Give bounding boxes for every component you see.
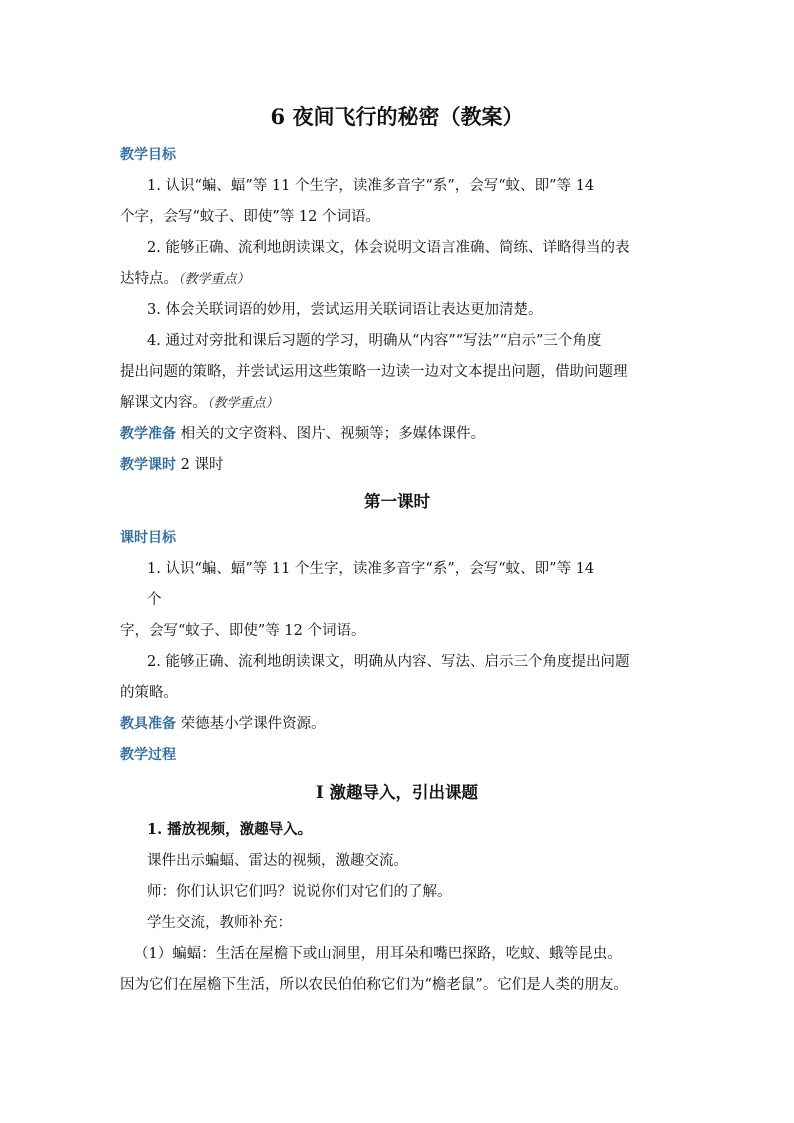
key-point-note: （教学重点） bbox=[207, 396, 279, 411]
teaching-tools-label: 教具准备 bbox=[120, 716, 176, 732]
teaching-prep bbox=[120, 424, 485, 444]
paragraph-2: 师：你们认识它们吗？说说你们对它们的了解。 bbox=[147, 884, 452, 900]
goal-2-text: 达特点。 bbox=[120, 271, 178, 287]
lesson-goal-2-line-1: 2. 能够正确、流利地朗读课文，明确从内容、写法、启示三个角度提出问题 bbox=[147, 654, 630, 670]
section-1-heading: Ⅰ 激趣导入，引出课题 bbox=[316, 783, 478, 802]
teaching-hours-text: 2 课时 bbox=[180, 457, 224, 473]
paragraph-1: 课件出示蝙蝠、雷达的视频，激趣交流。 bbox=[147, 853, 408, 869]
goal-2-line-1: 2. 能够正确、流利地朗读课文，体会说明文语言准确、简练、详略得当的表 bbox=[147, 240, 630, 256]
teaching-tools-text: 荣德基小学课件资源。 bbox=[180, 716, 326, 732]
teaching-goals-heading: 教学目标 bbox=[120, 147, 176, 163]
goal-4-text: 解课文内容。 bbox=[120, 395, 207, 411]
goal-1-line-1: 1. 认识“蝙、蝠”等 11 个生字，读准多音字“系”，会写“蚊、即”等 14 bbox=[147, 178, 595, 194]
goal-4-line-2: 提出问题的策略，并尝试运用这些策略一边读一边对文本提出问题，借助问题理 bbox=[120, 364, 628, 380]
goal-4-line-3 bbox=[120, 393, 279, 414]
teaching-hours-label: 教学课时 bbox=[120, 457, 176, 473]
teaching-prep-label: 教学准备 bbox=[120, 426, 176, 442]
paragraph-4-line-2: 因为它们在屋檐下生活，所以农民伯伯称它们为“檐老鼠”。它们是人类的朋友。 bbox=[120, 977, 628, 993]
goal-1-line-2: 个字，会写“蚊子、即使”等 12 个词语。 bbox=[120, 209, 380, 225]
lesson-goal-1-line-3: 字，会写“蚊子、即使”等 12 个词语。 bbox=[120, 623, 366, 639]
lesson-goal-1-line-1: 1. 认识“蝙、蝠”等 11 个生字，读准多音字“系”，会写“蚊、即”等 14 bbox=[147, 561, 595, 577]
step-1 bbox=[147, 820, 312, 840]
lesson-goals-heading: 课时目标 bbox=[120, 530, 176, 546]
page-title: 6 夜间飞行的秘密（教案） bbox=[270, 104, 524, 129]
teaching-tools bbox=[120, 714, 326, 734]
goal-2-line-2 bbox=[120, 269, 250, 290]
lesson-1-heading: 第一课时 bbox=[364, 492, 430, 511]
key-point-note: （教学重点） bbox=[178, 272, 250, 287]
paragraph-4-line-1: （1）蝙蝠：生活在屋檐下或山洞里，用耳朵和嘴巴探路，吃蚊、蛾等昆虫。 bbox=[134, 946, 622, 962]
teaching-prep-text: 相关的文字资料、图片、视频等；多媒体课件。 bbox=[180, 426, 486, 442]
step-1-text: 1. 播放视频，激趣导入。 bbox=[147, 821, 313, 838]
teaching-hours bbox=[120, 455, 223, 475]
paragraph-3: 学生交流，教师补充： bbox=[147, 915, 292, 931]
lesson-goal-2-line-2: 的策略。 bbox=[120, 685, 178, 701]
goal-4-line-1: 4. 通过对旁批和课后习题的学习，明确从“内容”“写法”“启示”三个角度 bbox=[147, 333, 602, 349]
goal-3: 3. 体会关联词语的妙用，尝试运用关联词语让表达更加清楚。 bbox=[147, 302, 543, 318]
lesson-goal-1-line-2: 个 bbox=[147, 592, 162, 608]
teaching-process-heading: 教学过程 bbox=[120, 747, 176, 763]
